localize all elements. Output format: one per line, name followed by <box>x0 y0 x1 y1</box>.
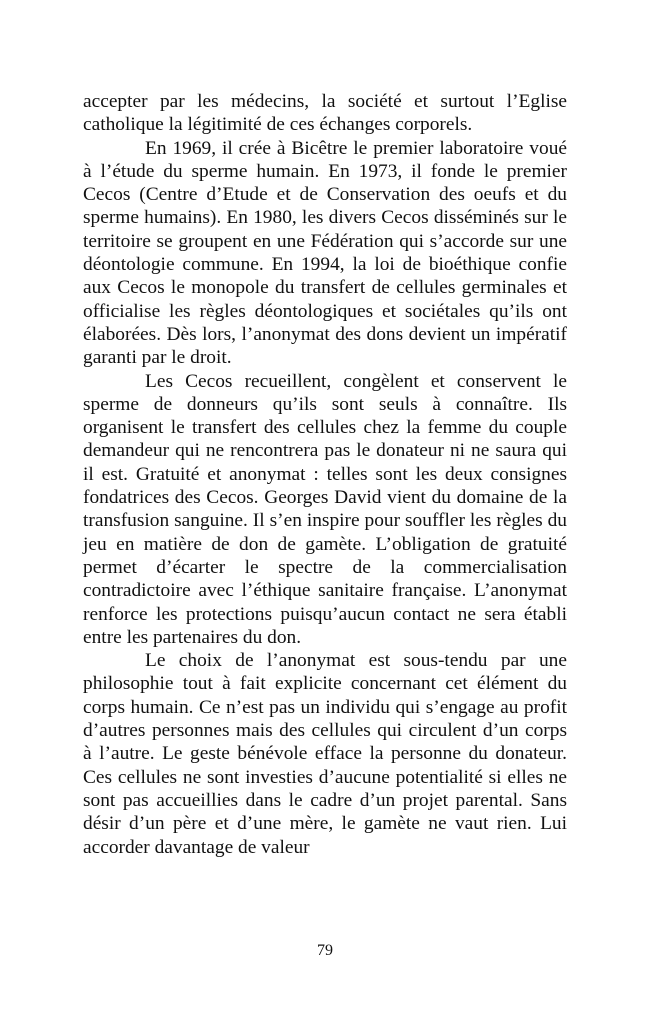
paragraph-anonymity: Le choix de l’anonymat est sous-tendu par une philosophie tout à fait explicite concernant cet élément du corps humain. Ce n’est pas un individu qui s’engage au profit d’autres personnes mais des cellules qui circulent d’un corps à l’autre. Le geste bénévole efface la personne du donateur. Ces cellules ne sont investies d’aucune potentialité si elles ne sont pas accueillies dans le cadre d’un projet parental. Sans désir d’un père et d’une mère, le gamète ne vaut rien. Lui accorder davantage de valeur <box>83 650 567 858</box>
paragraph-continuation: accepter par les médecins, la société et surtout l’Eglise catholique la légitimité de ces échanges corporels. <box>83 91 567 136</box>
paragraph-cecos-history: En 1969, il crée à Bicêtre le premier laboratoire voué à l’étude du sperme humain. En 1973, il fonde le premier Cecos (Centre d’Etude et de Conservation des oeufs et du sperme humains). En 1980, les divers Cecos disséminés sur le territoire se groupent en une Fédération qui s’accorde sur une déontologie commune. En 1994, la loi de bioéthique confie aux Cecos le monopole du transfert de cellules germinales et officialise les règles déontologiques et sociétales qu’ils ont élaborées. Dès lors, l’anonymat des dons devient un impératif garanti par le droit. <box>83 137 567 369</box>
page-number: 79 <box>317 942 333 959</box>
paragraph-cecos-role: Les Cecos recueillent, congèlent et conservent le sperme de donneurs qu’ils sont seuls à connaître. Ils organisent le transfert des cellules chez la femme du couple demandeur qui ne rencontrera pas le donateur ni ne saura qui il est. Gratuité et anonymat : telles sont les deux consignes fondatrices des Cecos. Georges David vient du domaine de la transfusion sanguine. Il s’en inspire pour souffler les règles du jeu en matière de don de gamète. L’obligation de gratuité permet d’écarter le spectre de la commercialisation contradictoire avec l’éthique sanitaire française. L’anonymat renforce les protections puisqu’aucun contact ne sera établi entre les partenaires du don. <box>83 370 567 648</box>
page-body <box>83 90 567 859</box>
